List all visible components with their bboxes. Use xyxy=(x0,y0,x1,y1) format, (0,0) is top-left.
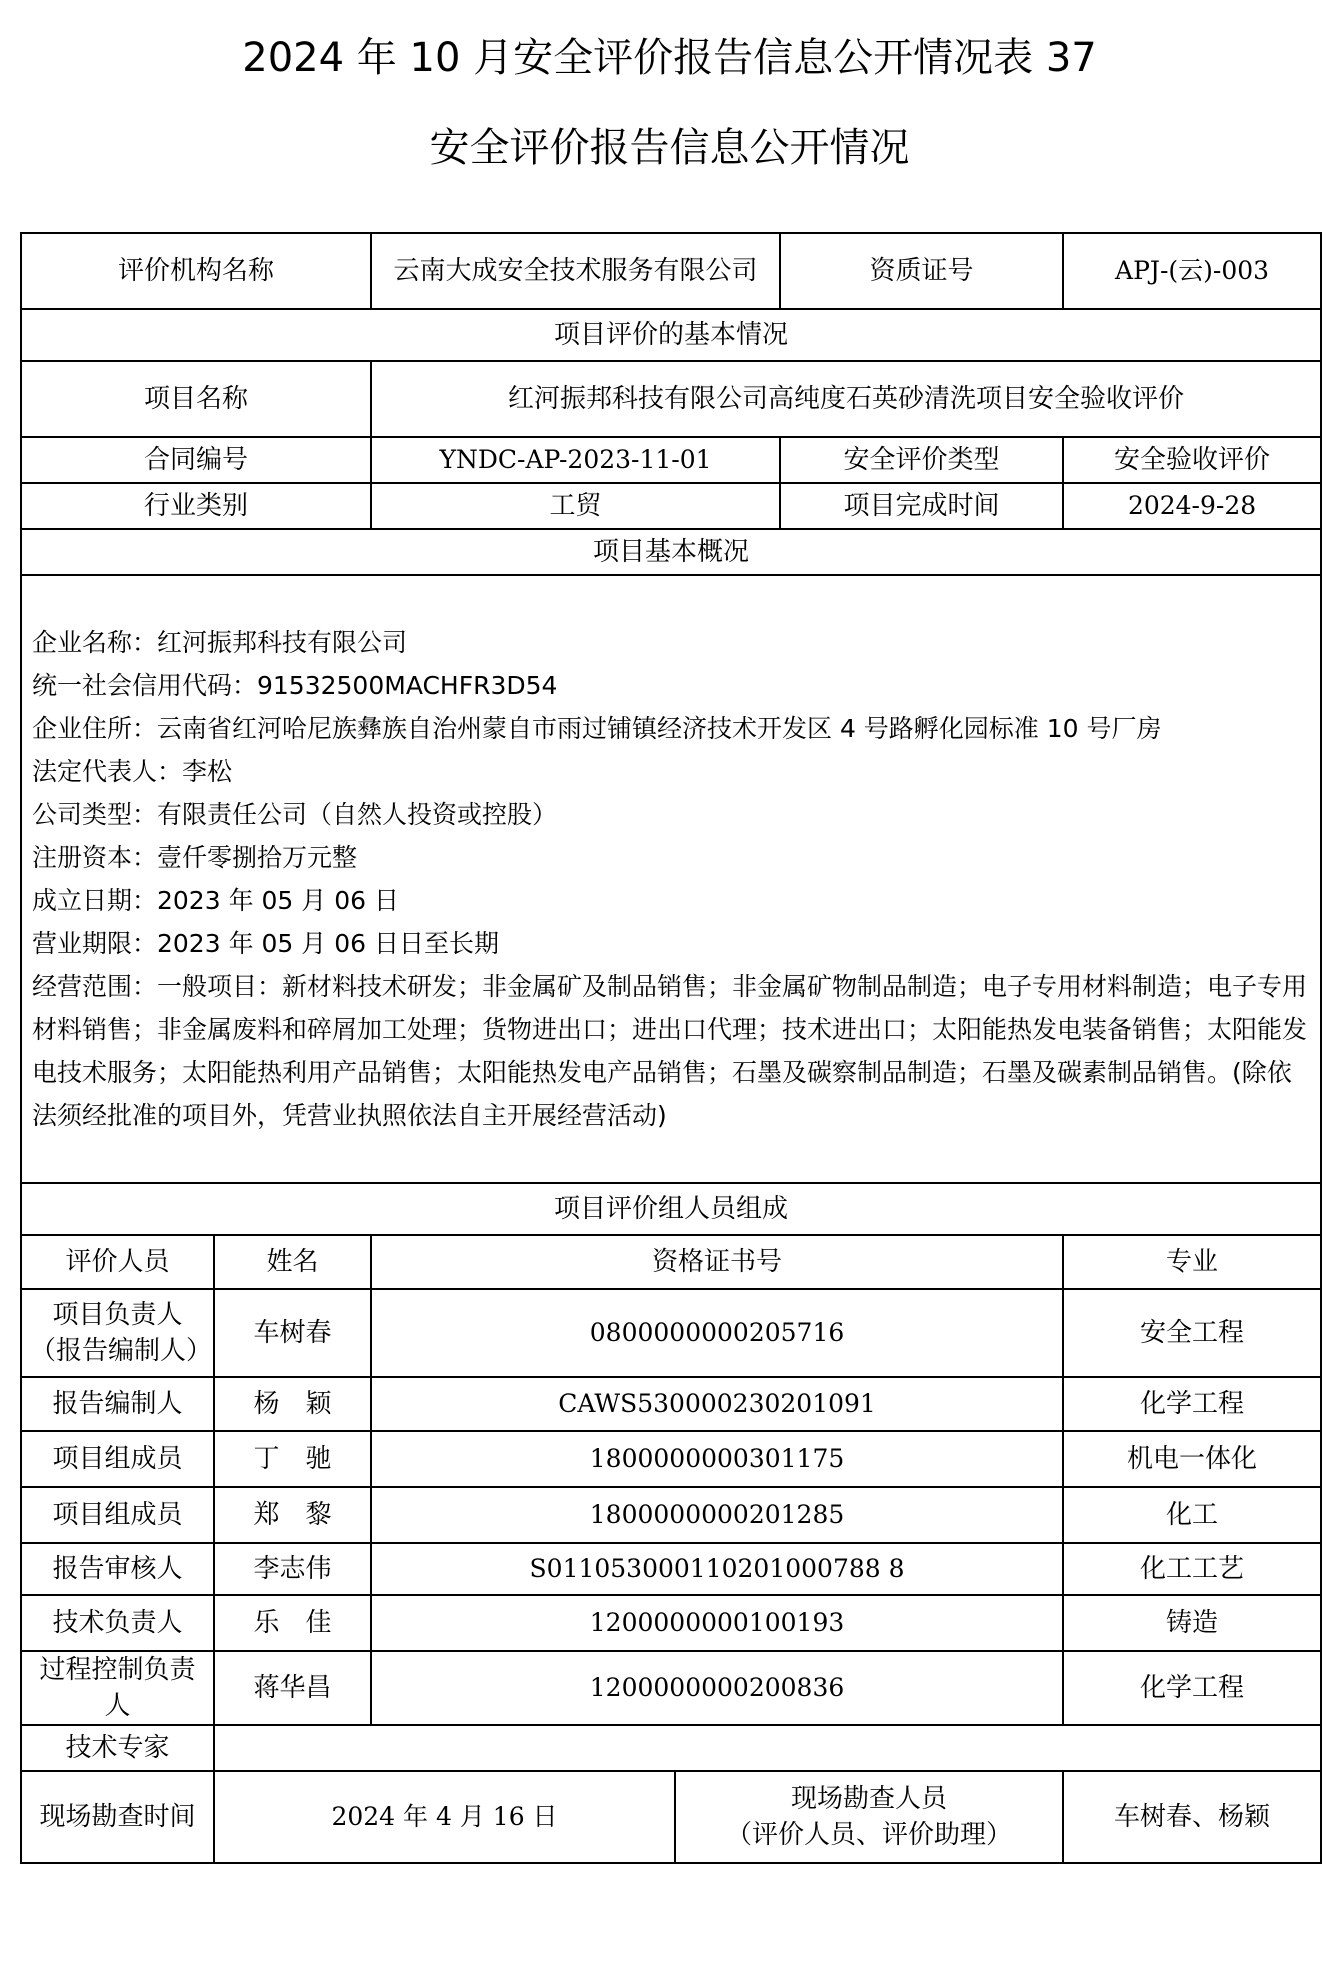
member-major: 化学工程 xyxy=(1063,1651,1321,1725)
basic-section-title: 项目评价的基本情况 xyxy=(21,309,1321,361)
overview-section-title: 项目基本概况 xyxy=(21,529,1321,575)
project-name-value: 红河振邦科技有限公司高纯度石英砂清洗项目安全验收评价 xyxy=(371,361,1321,437)
org-name-label: 评价机构名称 xyxy=(21,233,371,309)
member-name-char: 驰 xyxy=(305,1444,332,1474)
expert-label: 技术专家 xyxy=(21,1725,214,1771)
survey-time-label: 现场勘查时间 xyxy=(21,1771,214,1863)
member-major: 化工 xyxy=(1063,1487,1321,1543)
overview-line: 经营范围：一般项目：新材料技术研发；非金属矿及制品销售；非金属矿物制品制造；电子专用材料制造；电子专用材料销售；非金属废料和碎屑加工处理；货物进出口；进出口代理；技术进出口；太阳能热发电装备销售；太阳能发电技术服务；太阳能热利用产品销售；太阳能热发电产品销售；石墨及碳察制品制造；石墨及碳素制品销售。(除依法须经批准的项目外，凭营业执照依法自主开展经营活动) xyxy=(32,972,1308,1130)
contract-label: 合同编号 xyxy=(21,437,371,483)
member-cert: 0800000000205716 xyxy=(371,1289,1063,1377)
page-subtitle: 安全评价报告信息公开情况 xyxy=(429,125,910,171)
member-name-char: 乐 xyxy=(253,1608,280,1638)
member-major: 机电一体化 xyxy=(1063,1431,1321,1487)
table-row xyxy=(21,1595,1321,1651)
member-role-line: （报告编制人） xyxy=(30,1336,213,1366)
member-name xyxy=(214,1487,371,1543)
member-cert: 1800000000301175 xyxy=(371,1431,1063,1487)
member-name-char: 郑 xyxy=(253,1500,280,1530)
cert-label: 资质证号 xyxy=(780,233,1063,309)
member-major: 安全工程 xyxy=(1063,1289,1321,1377)
cert-value: APJ-(云)-003 xyxy=(1063,233,1321,309)
overview-line: 公司类型：有限责任公司（自然人投资或控股） xyxy=(32,800,558,829)
member-major: 化学工程 xyxy=(1063,1377,1321,1431)
member-cert: 1200000000100193 xyxy=(371,1595,1063,1651)
member-name-char: 杨 xyxy=(253,1389,280,1419)
table-row xyxy=(21,1651,1321,1725)
overview-text xyxy=(21,575,1321,1183)
member-role: 项目组成员 xyxy=(21,1487,214,1543)
survey-people-label-line: （评价人员、评价助理） xyxy=(726,1820,1013,1850)
overview-line: 统一社会信用代码：91532500MACHFR3D54 xyxy=(32,671,558,700)
industry-label: 行业类别 xyxy=(21,483,371,529)
col-header-name: 姓名 xyxy=(214,1235,371,1289)
member-role xyxy=(21,1289,214,1377)
table-row xyxy=(21,1487,1321,1543)
contract-value: YNDC-AP-2023-11-01 xyxy=(371,437,780,483)
team-section-title: 项目评价组人员组成 xyxy=(21,1183,1321,1235)
member-name xyxy=(214,1431,371,1487)
col-header-role: 评价人员 xyxy=(21,1235,214,1289)
member-role: 项目组成员 xyxy=(21,1431,214,1487)
member-name-char: 黎 xyxy=(305,1500,332,1530)
table-row xyxy=(21,1377,1321,1431)
project-name-label: 项目名称 xyxy=(21,361,371,437)
member-role: 过程控制负责人 xyxy=(21,1651,214,1725)
eval-type-value: 安全验收评价 xyxy=(1063,437,1321,483)
complete-time-label: 项目完成时间 xyxy=(780,483,1063,529)
org-name-value: 云南大成安全技术服务有限公司 xyxy=(371,233,780,309)
member-name: 李志伟 xyxy=(214,1543,371,1595)
member-role: 报告审核人 xyxy=(21,1543,214,1595)
member-cert: 1200000000200836 xyxy=(371,1651,1063,1725)
member-name: 车树春 xyxy=(214,1289,371,1377)
member-cert: S011053000110201000788 8 xyxy=(371,1543,1063,1595)
team-header-row xyxy=(21,1235,1321,1289)
member-cert: CAWS530000230201091 xyxy=(371,1377,1063,1431)
industry-value: 工贸 xyxy=(371,483,780,529)
table-row xyxy=(21,1543,1321,1595)
col-header-major: 专业 xyxy=(1063,1235,1321,1289)
info-table xyxy=(20,232,1322,1864)
member-major: 铸造 xyxy=(1063,1595,1321,1651)
expert-value xyxy=(214,1725,1321,1771)
eval-type-label: 安全评价类型 xyxy=(780,437,1063,483)
overview-line: 企业名称：红河振邦科技有限公司 xyxy=(32,628,408,657)
col-header-cert: 资格证书号 xyxy=(371,1235,1063,1289)
complete-time-value: 2024-9-28 xyxy=(1063,483,1321,529)
overview-line: 成立日期：2023 年 05 月 06 日 xyxy=(32,886,399,915)
page-title: 2024 年 10 月安全评价报告信息公开情况表 37 xyxy=(242,35,1097,81)
overview-line: 注册资本：壹仟零捌拾万元整 xyxy=(32,843,358,872)
survey-people-value: 车树春、杨颖 xyxy=(1063,1771,1321,1863)
member-major: 化工工艺 xyxy=(1063,1543,1321,1595)
overview-line: 营业期限：2023 年 05 月 06 日日至长期 xyxy=(32,929,499,958)
expert-row xyxy=(21,1725,1321,1771)
org-row xyxy=(21,233,1321,309)
survey-time-value: 2024 年 4 月 16 日 xyxy=(214,1771,675,1863)
table-row xyxy=(21,1431,1321,1487)
overview-line: 企业住所：云南省红河哈尼族彝族自治州蒙自市雨过铺镇经济技术开发区 4 号路孵化园标准 10 号厂房 xyxy=(32,714,1162,743)
member-name xyxy=(214,1377,371,1431)
member-name: 蒋华昌 xyxy=(214,1651,371,1725)
survey-people-label xyxy=(675,1771,1063,1863)
table-row xyxy=(21,1289,1321,1377)
overview-line: 法定代表人：李松 xyxy=(32,757,233,786)
member-name xyxy=(214,1595,371,1651)
member-role: 技术负责人 xyxy=(21,1595,214,1651)
member-cert: 1800000000201285 xyxy=(371,1487,1063,1543)
survey-people-label-line: 现场勘查人员 xyxy=(791,1784,948,1814)
member-name-char: 丁 xyxy=(253,1444,280,1474)
survey-row xyxy=(21,1771,1321,1863)
member-role: 报告编制人 xyxy=(21,1377,214,1431)
member-role-line: 项目负责人 xyxy=(52,1300,183,1330)
member-name-char: 佳 xyxy=(305,1608,332,1638)
member-name-char: 颖 xyxy=(305,1389,332,1419)
